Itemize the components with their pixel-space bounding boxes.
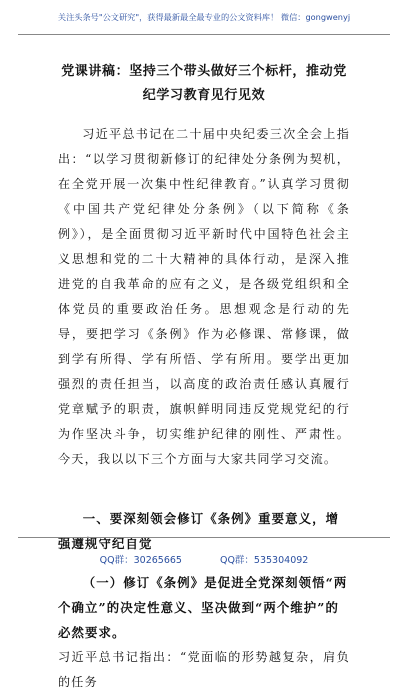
intro-paragraph: 习近平总书记在二十届中央纪委三次全会上指出：“以学习贯彻新修订的纪律处分条例为契机，在全党开展一次集中性纪律教育。”认真学习贯彻《中国共产党纪律处分条例》（以下简称《条例》），是全面贯彻习近平新时代中国特色社会主义思想和党的二十大精神的具体行动，是深入推进党的自我革命的应有之义，是各级党组织和全体党员的重要政治任务。思想观念是行动的先导，要把学习《条例》作为必修课、常修课，做到学有所得、学有所悟、学有所用。要学出更加强烈的责任担当，以高度的政治责任感认真履行党章赋予的职责，旗帜鲜明同违反党规党纪的行为作坚决斗争，切实维护纪律的刚性、严肃性。今天，我以以下三个方面与大家共同学习交流。 bbox=[58, 127, 350, 466]
page-footer bbox=[18, 537, 390, 580]
page-header bbox=[18, 0, 390, 35]
footer-qq-group-left: QQ群：30265665 bbox=[99, 555, 182, 566]
footer-qq-group-right: QQ群：535304092 bbox=[219, 555, 309, 566]
body-paragraph: 习近平总书记指出：“党面临的形势越复杂，肩负的任务 bbox=[58, 650, 350, 689]
document-title: 党课讲稿：坚持三个带头做好三个标杆，推动党纪学习教育见行见效 bbox=[61, 64, 347, 103]
header-notice: 关注头条号"公文研究"，获得最新最全最专业的公文资料库！ 微信：gongwenyj bbox=[57, 11, 351, 22]
section-heading: 一、要深刻领会修订《条例》重要意义，增强遵规守纪自觉 bbox=[58, 511, 340, 551]
sub-heading: （一）修订《条例》是促进全党深刻领悟“两个确立”的决定性意义、坚决做到“两个维护”的必然要求。 bbox=[58, 575, 348, 640]
